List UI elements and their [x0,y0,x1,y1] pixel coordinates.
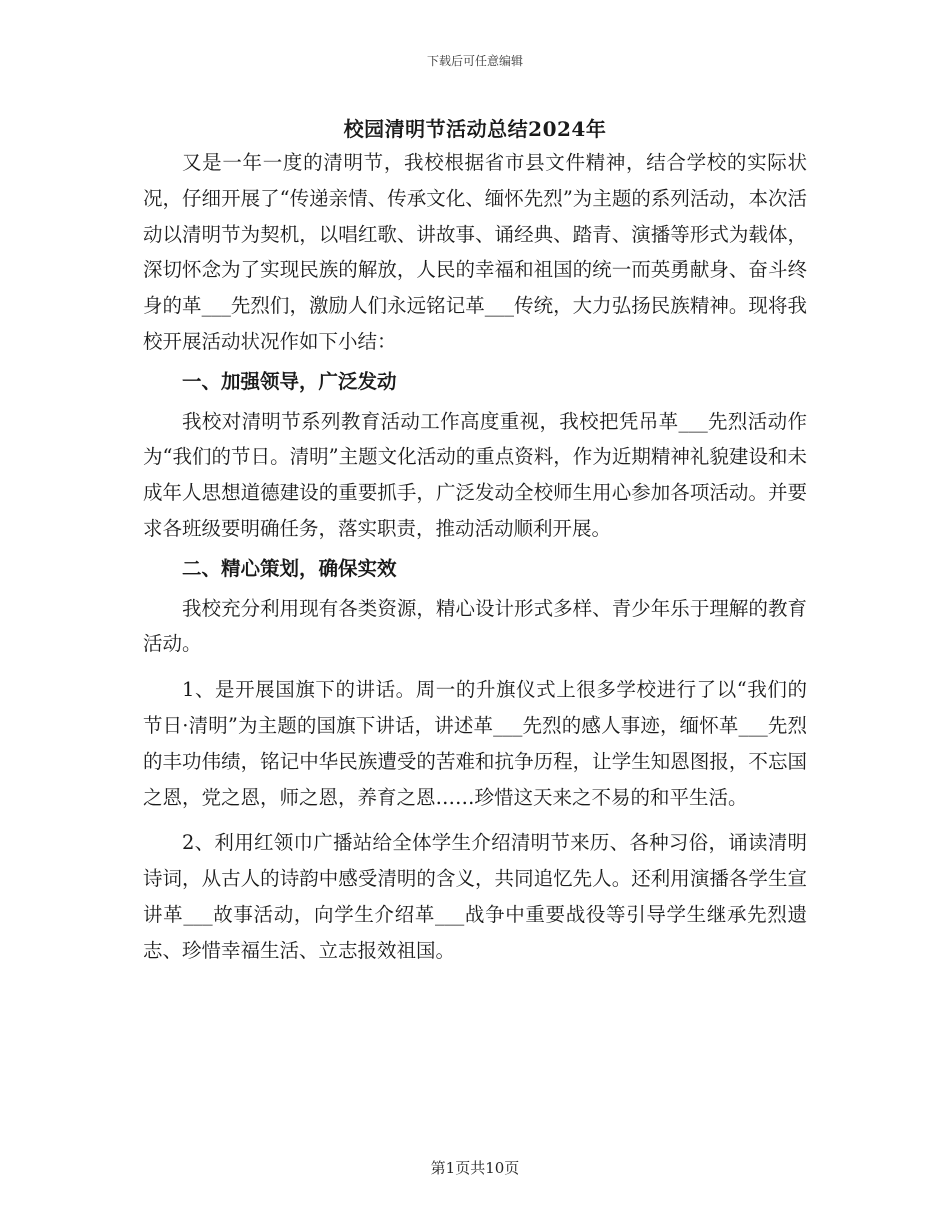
item-1-paragraph: 1、是开展国旗下的讲话。周一的升旗仪式上很多学校进行了以“我们的节日·清明”为主题的国旗下讲话，讲述革___先烈的感人事迹，缅怀革___先烈的丰功伟绩，铭记中华民族遭受的苦难和抗争历程，让学生知恩图报，不忘国之恩，党之恩，师之恩，养育之恩……珍惜这天来之不易的和平生活。 [143,678,807,809]
document-body [143,145,807,969]
page-footer: 第1页共10页 [430,1159,520,1177]
section-heading-1: 一、加强领导，广泛发动 [182,369,397,393]
header-note: 下载后可任意编辑 [426,54,523,68]
section-2-paragraph: 我校充分利用现有各类资源，精心设计形式多样、青少年乐于理解的教育活动。 [143,596,807,656]
document-title: 校园清明节活动总结2024年 [343,117,607,141]
item-2-paragraph: 2、利用红领巾广播站给全体学生介绍清明节来历、各种习俗，诵读清明诗词，从古人的诗韵中感受清明的含义，共同追忆先人。还利用演播各学生宣讲革___故事活动，向学生介绍革___战争中重要战役等引导学生继承先烈遗志、珍惜幸福生活、立志报效祖国。 [143,831,807,962]
section-1-paragraph: 我校对清明节系列教育活动工作高度重视，我校把凭吊革___先烈活动作为“我们的节日。清明”主题文化活动的重点资料，作为近期精神礼貌建设和未成年人思想道德建设的重要抓手，广泛发动全校师生用心参加各项活动。并要求各班级要明确任务，落实职责，推动活动顺利开展。 [143,409,807,540]
intro-paragraph: 又是一年一度的清明节，我校根据省市县文件精神，结合学校的实际状况，仔细开展了“传递亲情、传承文化、缅怀先烈”为主题的系列活动，本次活动以清明节为契机，以唱红歌、讲故事、诵经典、踏青、演播等形式为载体，深切怀念为了实现民族的解放，人民的幸福和祖国的统一而英勇献身、奋斗终身的革___先烈们，激励人们永远铭记革___传统，大力弘扬民族精神。现将我校开展活动状况作如下小结： [143,151,807,353]
section-heading-2: 二、精心策划，确保实效 [182,556,397,580]
